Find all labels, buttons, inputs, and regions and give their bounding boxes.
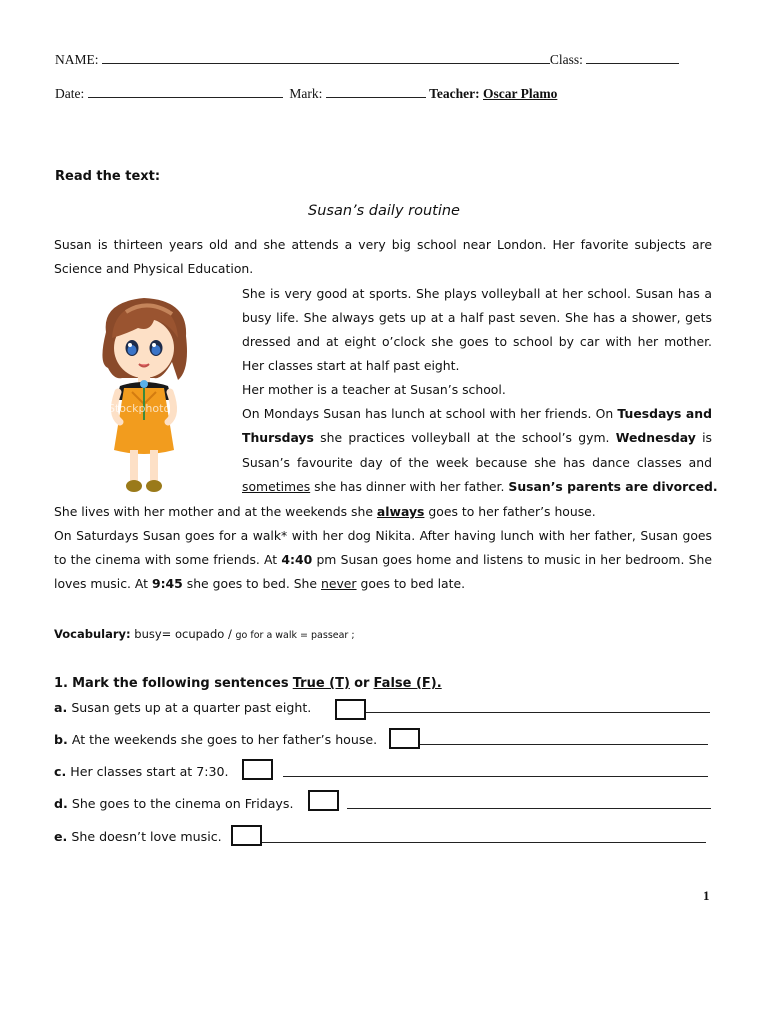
vocabulary-item: busy= ocupado / <box>134 627 232 641</box>
bold-underlined-span: always <box>376 504 425 519</box>
text-line <box>54 504 596 519</box>
correction-line-d[interactable] <box>347 808 711 809</box>
date-row <box>55 85 557 102</box>
text-line <box>242 479 718 494</box>
name-field[interactable] <box>102 51 550 64</box>
name-row <box>55 51 679 68</box>
text-line: Science and Physical Education. <box>54 261 254 276</box>
answer-box-d[interactable] <box>308 790 339 811</box>
date-label: Date: <box>55 86 85 101</box>
bold-span: 4:40 <box>281 552 313 567</box>
item-text: Her classes start at 7:30. <box>70 764 229 779</box>
answer-box-a[interactable] <box>335 699 366 720</box>
correction-line-e[interactable] <box>262 842 706 843</box>
name-label: NAME: <box>55 52 99 67</box>
item-text: She goes to the cinema on Fridays. <box>71 796 294 811</box>
false-label: False (F). <box>373 676 442 691</box>
correction-line-b[interactable] <box>420 744 708 745</box>
text-line: On Saturdays Susan goes for a walk* with her dog Nikita. After having lunch with her father, Susan goes <box>54 528 712 543</box>
answer-box-b[interactable] <box>389 728 420 749</box>
text-span: she goes to bed. She <box>186 576 318 591</box>
item-letter: c. <box>54 764 67 779</box>
text-span: On Mondays Susan has lunch at school with her friends. On <box>242 406 614 421</box>
date-field[interactable] <box>88 85 283 98</box>
exercise-item-b <box>54 732 377 747</box>
text-span: to the cinema with some friends. At <box>54 552 278 567</box>
story-title: Susan’s daily routine <box>308 203 460 219</box>
page-number: 1 <box>703 888 710 903</box>
mark-field[interactable] <box>326 85 426 98</box>
text-line <box>242 430 712 445</box>
bold-span: Wednesday <box>615 430 696 445</box>
class-label: Class: <box>549 52 583 67</box>
vocabulary-item: go for a walk = passear ; <box>235 630 355 641</box>
text-span: she has dinner with her father. <box>314 479 505 494</box>
text-line: Her mother is a teacher at Susan’s school. <box>242 382 506 397</box>
teacher-label: Teacher: <box>429 86 480 101</box>
mark-label: Mark: <box>289 86 323 101</box>
bold-span: Tuesdays and <box>617 406 712 421</box>
bold-span: Thursdays <box>242 430 314 445</box>
vocabulary-label: Vocabulary: <box>54 627 131 641</box>
exercise-item-c <box>54 764 229 779</box>
text-line: Her classes start at half past eight. <box>242 358 460 373</box>
text-span: goes to bed late. <box>360 576 466 591</box>
text-span: pm Susan goes home and listens to music in her bedroom. She <box>316 552 712 567</box>
text-span: loves music. At <box>54 576 149 591</box>
text-line: Susan is thirteen years old and she attends a very big school near London. Her favorite subjects are <box>54 237 712 252</box>
underlined-span: never <box>321 576 357 591</box>
read-instruction: Read the text: <box>55 169 161 184</box>
text-span: goes to her father’s house. <box>428 504 596 519</box>
text-line: busy life. She always gets up at a half past seven. She has a shower, gets <box>242 310 712 325</box>
correction-line-a[interactable] <box>366 712 710 713</box>
underlined-span: sometimes <box>242 479 311 494</box>
item-text: At the weekends she goes to her father’s house. <box>71 732 378 747</box>
correction-line-c[interactable] <box>283 776 708 777</box>
bold-span: 9:45 <box>151 576 183 591</box>
text-span: she practices volleyball at the school’s gym. <box>320 430 610 445</box>
item-text: Susan gets up at a quarter past eight. <box>71 700 312 715</box>
text-span: . <box>712 479 718 494</box>
answer-box-e[interactable] <box>231 825 262 846</box>
text-line <box>54 552 712 567</box>
image-watermark: Stockphoto <box>108 402 171 415</box>
text-line: Susan’s favourite day of the week because she has dance classes and <box>242 455 712 470</box>
text-span: She lives with her mother and at the weekends she <box>54 504 373 519</box>
or-text: or <box>354 676 370 691</box>
exercise-item-e <box>54 829 222 844</box>
exercise-text: Mark the following sentences <box>72 676 289 691</box>
item-text: She doesn’t love music. <box>71 829 222 844</box>
true-label: True (T) <box>292 676 350 691</box>
exercise-item-d <box>54 796 293 811</box>
answer-box-c[interactable] <box>242 759 273 780</box>
exercise-number: 1. <box>54 676 68 691</box>
exercise-item-a <box>54 700 311 715</box>
exercise-instruction <box>54 676 442 691</box>
item-letter: e. <box>54 829 68 844</box>
girl-illustration <box>92 292 196 496</box>
class-field[interactable] <box>586 51 679 64</box>
text-line: dressed and at eight o’clock she goes to school by car with her mother. <box>242 334 712 349</box>
text-line <box>54 576 465 591</box>
item-letter: b. <box>54 732 68 747</box>
vocabulary-line <box>54 627 355 641</box>
teacher-name: Oscar Plamo <box>483 86 558 101</box>
text-line: She is very good at sports. She plays volleyball at her school. Susan has a <box>242 286 712 301</box>
item-letter: d. <box>54 796 68 811</box>
text-line <box>242 406 712 421</box>
bold-span: Susan’s parents are divorced <box>508 479 713 494</box>
item-letter: a. <box>54 700 68 715</box>
text-span: is <box>702 430 712 445</box>
